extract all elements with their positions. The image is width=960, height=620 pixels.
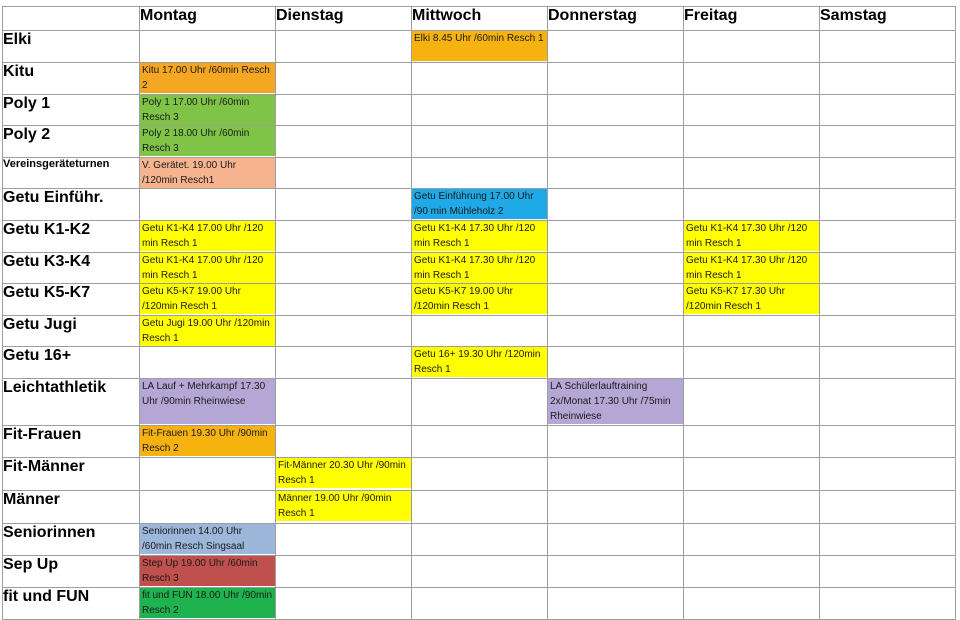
slot-cell-montag [140, 347, 276, 379]
event-block: LA Lauf + Mehrkampf 17.30 Uhr /90min Rheinwiese [140, 379, 275, 424]
row-label: Fit-Frauen [3, 426, 140, 458]
slot-cell-donnerstag [548, 126, 684, 158]
slot-cell-donnerstag [548, 253, 684, 284]
slot-cell-samstag [820, 221, 956, 253]
schedule-row [3, 284, 956, 316]
event-block: Getu K1-K4 17.30 Uhr /120 min Resch 1 [684, 221, 819, 251]
slot-cell-donnerstag [548, 221, 684, 253]
slot-cell-dienstag [276, 158, 412, 189]
slot-cell-samstag [820, 31, 956, 63]
event-block: Kitu 17.00 Uhr /60min Resch 2 [140, 63, 275, 93]
slot-cell-donnerstag [548, 158, 684, 189]
slot-cell-mittwoch [412, 458, 548, 491]
row-label: Vereinsgeräteturnen [3, 158, 140, 189]
row-label: Leichtathletik [3, 379, 140, 426]
slot-cell-donnerstag [548, 316, 684, 347]
slot-cell-dienstag [276, 524, 412, 556]
slot-cell-mittwoch [412, 556, 548, 588]
slot-cell-dienstag [276, 491, 412, 524]
schedule-row [3, 253, 956, 284]
slot-cell-samstag [820, 491, 956, 524]
schedule-row [3, 426, 956, 458]
slot-cell-montag [140, 524, 276, 556]
slot-cell-mittwoch [412, 126, 548, 158]
slot-cell-freitag [684, 158, 820, 189]
slot-cell-freitag [684, 491, 820, 524]
row-label: Getu 16+ [3, 347, 140, 379]
slot-cell-samstag [820, 458, 956, 491]
slot-cell-mittwoch [412, 347, 548, 379]
slot-cell-montag [140, 95, 276, 126]
event-block: Getu 16+ 19.30 Uhr /120min Resch 1 [412, 347, 547, 377]
slot-cell-donnerstag [548, 31, 684, 63]
event-block: Getu K5-K7 19.00 Uhr /120min Resch 1 [140, 284, 275, 314]
schedule-row [3, 63, 956, 95]
row-label: Sep Up [3, 556, 140, 588]
row-label: Getu Jugi [3, 316, 140, 347]
row-label: Elki [3, 31, 140, 63]
event-block: Step Up 19.00 Uhr /60min Resch 3 [140, 556, 275, 586]
slot-cell-samstag [820, 126, 956, 158]
slot-cell-donnerstag [548, 588, 684, 620]
slot-cell-samstag [820, 426, 956, 458]
slot-cell-montag [140, 189, 276, 221]
row-label: Seniorinnen [3, 524, 140, 556]
schedule-table [2, 6, 956, 620]
slot-cell-dienstag [276, 284, 412, 316]
slot-cell-dienstag [276, 588, 412, 620]
schedule-row [3, 126, 956, 158]
slot-cell-montag [140, 588, 276, 620]
slot-cell-samstag [820, 284, 956, 316]
schedule-row [3, 588, 956, 620]
day-header-montag: Montag [140, 7, 276, 31]
schedule-row [3, 379, 956, 426]
slot-cell-freitag [684, 458, 820, 491]
slot-cell-freitag [684, 189, 820, 221]
row-label: fit und FUN [3, 588, 140, 620]
event-block: Fit-Frauen 19.30 Uhr /90min Resch 2 [140, 426, 275, 456]
slot-cell-montag [140, 316, 276, 347]
slot-cell-montag [140, 284, 276, 316]
slot-cell-freitag [684, 31, 820, 63]
slot-cell-dienstag [276, 63, 412, 95]
event-block: Getu K5-K7 19.00 Uhr /120min Resch 1 [412, 284, 547, 314]
row-label: Kitu [3, 63, 140, 95]
slot-cell-freitag [684, 588, 820, 620]
slot-cell-donnerstag [548, 189, 684, 221]
slot-cell-freitag [684, 524, 820, 556]
header-row [3, 7, 956, 31]
slot-cell-samstag [820, 253, 956, 284]
slot-cell-freitag [684, 253, 820, 284]
slot-cell-mittwoch [412, 284, 548, 316]
slot-cell-mittwoch [412, 189, 548, 221]
slot-cell-dienstag [276, 95, 412, 126]
schedule-row [3, 556, 956, 588]
slot-cell-samstag [820, 95, 956, 126]
event-block: Getu Einführung 17.00 Uhr /90 min Mühleholz 2 [412, 189, 547, 219]
slot-cell-montag [140, 253, 276, 284]
event-block: Seniorinnen 14.00 Uhr /60min Resch Singsaal [140, 524, 275, 554]
slot-cell-freitag [684, 556, 820, 588]
schedule-row [3, 491, 956, 524]
schedule-row [3, 221, 956, 253]
schedule-row [3, 458, 956, 491]
slot-cell-donnerstag [548, 284, 684, 316]
slot-cell-mittwoch [412, 588, 548, 620]
slot-cell-mittwoch [412, 316, 548, 347]
row-label: Poly 1 [3, 95, 140, 126]
event-block: Getu K5-K7 17.30 Uhr /120min Resch 1 [684, 284, 819, 314]
slot-cell-samstag [820, 556, 956, 588]
row-label: Getu Einführ. [3, 189, 140, 221]
slot-cell-mittwoch [412, 379, 548, 426]
row-label: Fit-Männer [3, 458, 140, 491]
slot-cell-mittwoch [412, 524, 548, 556]
day-header-donnerstag: Donnerstag [548, 7, 684, 31]
event-block: Männer 19.00 Uhr /90min Resch 1 [276, 491, 411, 521]
slot-cell-mittwoch [412, 253, 548, 284]
slot-cell-montag [140, 458, 276, 491]
slot-cell-freitag [684, 316, 820, 347]
slot-cell-samstag [820, 524, 956, 556]
event-block: Getu K1-K4 17.30 Uhr /120 min Resch 1 [412, 253, 547, 283]
schedule-row [3, 189, 956, 221]
slot-cell-freitag [684, 379, 820, 426]
slot-cell-donnerstag [548, 63, 684, 95]
slot-cell-samstag [820, 63, 956, 95]
slot-cell-dienstag [276, 253, 412, 284]
slot-cell-donnerstag [548, 347, 684, 379]
schedule-row [3, 95, 956, 126]
schedule-row [3, 347, 956, 379]
day-header-dienstag: Dienstag [276, 7, 412, 31]
schedule-row [3, 31, 956, 63]
event-block: Fit-Männer 20.30 Uhr /90min Resch 1 [276, 458, 411, 488]
slot-cell-montag [140, 221, 276, 253]
slot-cell-dienstag [276, 189, 412, 221]
event-block: Getu K1-K4 17.00 Uhr /120 min Resch 1 [140, 221, 275, 251]
slot-cell-mittwoch [412, 158, 548, 189]
event-block: Getu K1-K4 17.30 Uhr /120 min Resch 1 [684, 253, 819, 283]
slot-cell-freitag [684, 221, 820, 253]
slot-cell-montag [140, 379, 276, 426]
slot-cell-donnerstag [548, 491, 684, 524]
slot-cell-freitag [684, 347, 820, 379]
slot-cell-montag [140, 63, 276, 95]
slot-cell-freitag [684, 63, 820, 95]
day-header-freitag: Freitag [684, 7, 820, 31]
slot-cell-dienstag [276, 347, 412, 379]
slot-cell-montag [140, 556, 276, 588]
slot-cell-montag [140, 126, 276, 158]
event-block: fit und FUN 18.00 Uhr /90min Resch 2 [140, 588, 275, 618]
event-block: Getu Jugi 19.00 Uhr /120min Resch 1 [140, 316, 275, 346]
row-label: Männer [3, 491, 140, 524]
slot-cell-freitag [684, 95, 820, 126]
slot-cell-dienstag [276, 426, 412, 458]
slot-cell-freitag [684, 126, 820, 158]
event-block: Elki 8.45 Uhr /60min Resch 1 [412, 31, 547, 61]
slot-cell-dienstag [276, 556, 412, 588]
row-label: Getu K3-K4 [3, 253, 140, 284]
schedule-row [3, 524, 956, 556]
slot-cell-donnerstag [548, 379, 684, 426]
slot-cell-montag [140, 31, 276, 63]
slot-cell-mittwoch [412, 31, 548, 63]
slot-cell-samstag [820, 189, 956, 221]
schedule-row [3, 316, 956, 347]
event-block: Getu K1-K4 17.00 Uhr /120 min Resch 1 [140, 253, 275, 283]
slot-cell-mittwoch [412, 221, 548, 253]
event-block: Poly 1 17.00 Uhr /60min Resch 3 [140, 95, 275, 125]
schedule-row [3, 158, 956, 189]
slot-cell-dienstag [276, 126, 412, 158]
slot-cell-mittwoch [412, 491, 548, 524]
slot-cell-samstag [820, 588, 956, 620]
event-block: LA Schülerlauftraining 2x/Monat 17.30 Uhr /75min Rheinwiese [548, 379, 683, 424]
slot-cell-samstag [820, 316, 956, 347]
slot-cell-donnerstag [548, 426, 684, 458]
slot-cell-dienstag [276, 379, 412, 426]
row-label: Getu K5-K7 [3, 284, 140, 316]
slot-cell-samstag [820, 158, 956, 189]
slot-cell-donnerstag [548, 556, 684, 588]
day-header-mittwoch: Mittwoch [412, 7, 548, 31]
row-label: Poly 2 [3, 126, 140, 158]
slot-cell-samstag [820, 379, 956, 426]
slot-cell-mittwoch [412, 426, 548, 458]
slot-cell-dienstag [276, 31, 412, 63]
slot-cell-donnerstag [548, 524, 684, 556]
slot-cell-samstag [820, 347, 956, 379]
event-block: Poly 2 18.00 Uhr /60min Resch 3 [140, 126, 275, 156]
slot-cell-freitag [684, 284, 820, 316]
event-block: V. Gerätet. 19.00 Uhr /120min Resch1 [140, 158, 275, 188]
slot-cell-dienstag [276, 458, 412, 491]
row-label: Getu K1-K2 [3, 221, 140, 253]
slot-cell-donnerstag [548, 95, 684, 126]
slot-cell-donnerstag [548, 458, 684, 491]
slot-cell-montag [140, 158, 276, 189]
slot-cell-dienstag [276, 316, 412, 347]
slot-cell-mittwoch [412, 63, 548, 95]
slot-cell-montag [140, 491, 276, 524]
slot-cell-montag [140, 426, 276, 458]
slot-cell-mittwoch [412, 95, 548, 126]
corner-cell [3, 7, 140, 31]
slot-cell-freitag [684, 426, 820, 458]
event-block: Getu K1-K4 17.30 Uhr /120 min Resch 1 [412, 221, 547, 251]
slot-cell-dienstag [276, 221, 412, 253]
day-header-samstag: Samstag [820, 7, 956, 31]
